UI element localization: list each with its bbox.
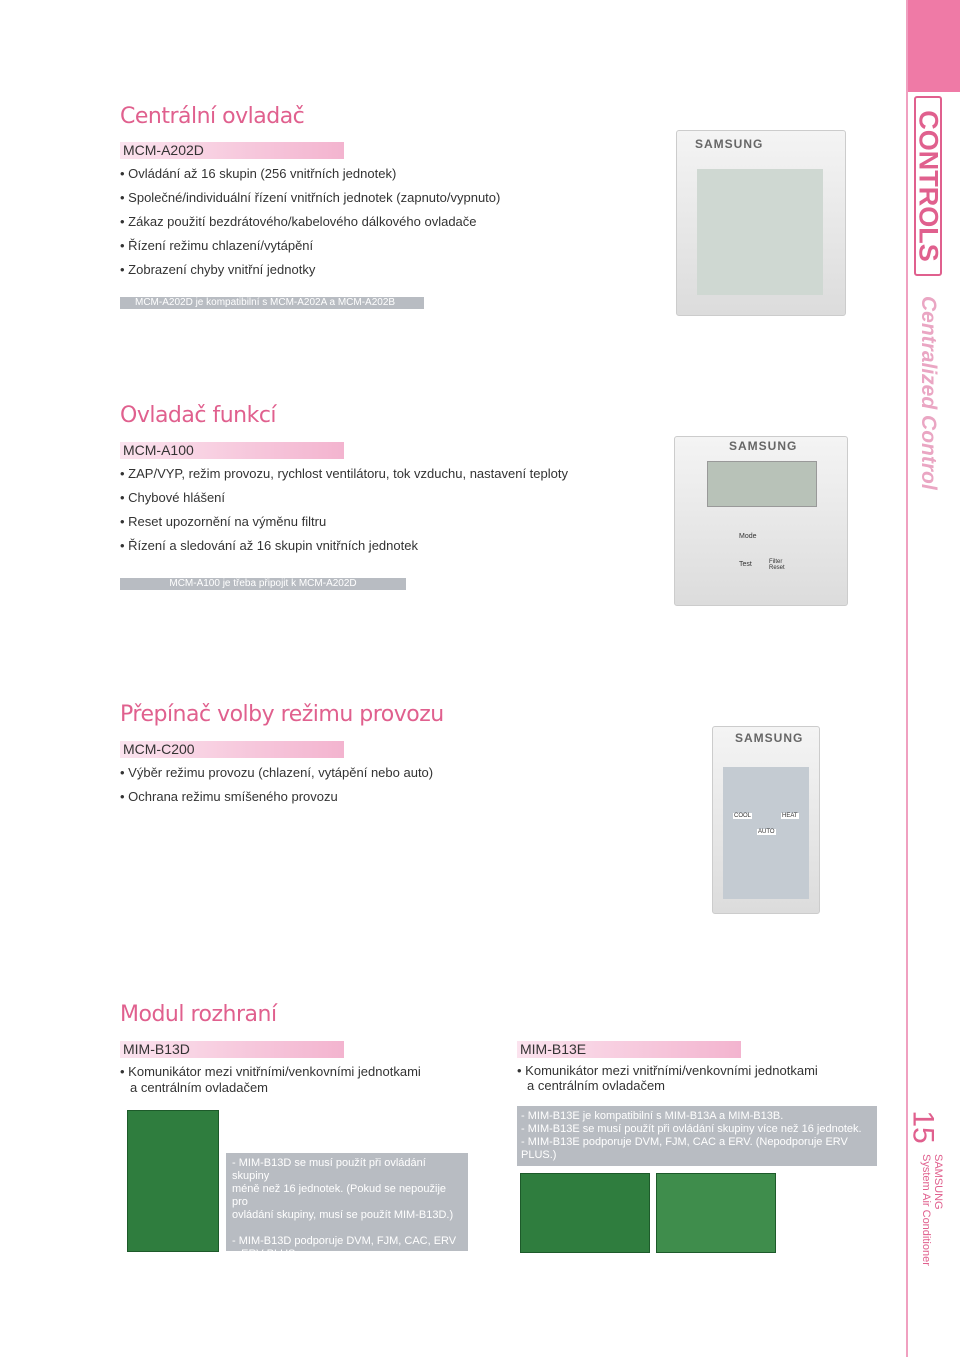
page-number: 15	[906, 1110, 940, 1144]
section-title: Přepínač volby režimu provozu	[120, 702, 444, 727]
mim-b13d-image	[127, 1110, 219, 1252]
feature-list: • Výběr režimu provozu (chlazení, vytápění nebo auto) • Ochrana režimu smíšeného provozu	[120, 761, 433, 809]
model-label: MCM-A100	[120, 442, 344, 459]
feature-list: • ZAP/VYP, režim provozu, rychlost ventilátoru, tok vzduchu, nastavení teploty • Chybové hlášení • Reset upozornění na výměnu filtru • Řízení a sledování až 16 skupin vnitřních jednotek	[120, 462, 568, 558]
feature-list: • Ovládání až 16 skupin (256 vnitřních jednotek) • Společné/individuální řízení vnitřních jednotek (zapnuto/vypnuto) • Zákaz použití bezdrátového/kabelového dálkového ovladače • Řízení režimu chlazení/vytápění • Zobrazení chyby vnitřní jednotky	[120, 162, 500, 282]
section-title: Ovladač funkcí	[120, 403, 277, 428]
mim-b13e-board-right	[656, 1173, 776, 1253]
mcm-a202d-image: SAMSUNG	[676, 130, 846, 316]
section-title: Centrální ovladač	[120, 104, 305, 129]
model-label: MIM-B13D	[120, 1041, 344, 1058]
section-title: Modul rozhraní	[120, 1002, 277, 1027]
model-label: MCM-C200	[120, 741, 344, 758]
sidebar-pink-block	[906, 0, 960, 92]
mim-b13d-note: - MIM-B13D se musí použít při ovládání skupiny méně než 16 jednotek. (Pokud se nepoužije pro ovládání skupiny, musí se použít MIM-B13D.) - MIM-B13D podporuje DVM, FJM, CAC, ERV a ERV PLUS.	[226, 1153, 468, 1251]
model-label: MCM-A202D	[120, 142, 344, 159]
sidebar-line	[906, 0, 908, 1357]
mim-b13e-board-left	[520, 1173, 650, 1253]
mim-b13e-note: - MIM-B13E je kompatibilní s MIM-B13A a MIM-B13B. - MIM-B13E se musí použít při ovládání skupiny více než 16 jednotek. - MIM-B13E podporuje DVM, FJM, CAC a ERV. (Nepodporuje ERV PLUS.)	[517, 1106, 877, 1166]
compat-note: MCM-A202D je kompatibilní s MCM-A202A a MCM-A202B	[120, 297, 424, 309]
feature-list: • Komunikátor mezi vnitřními/venkovními jednotkami	[120, 1064, 421, 1079]
subtitle: Centralized Control	[917, 296, 940, 490]
mcm-c200-image: SAMSUNG COOL HEAT AUTO	[712, 726, 820, 914]
connect-note: MCM-A100 je třeba připojit k MCM-A202D	[120, 578, 406, 590]
mcm-a100-image: SAMSUNG Mode Test Filter Reset	[674, 436, 848, 606]
model-label: MIM-B13E	[517, 1041, 741, 1058]
feature-list: • Komunikátor mezi vnitřními/venkovními jednotkami	[517, 1063, 818, 1078]
footer-brand: SAMSUNG System Air Conditioner	[920, 1154, 944, 1266]
category-label: CONTROLS	[914, 96, 942, 276]
